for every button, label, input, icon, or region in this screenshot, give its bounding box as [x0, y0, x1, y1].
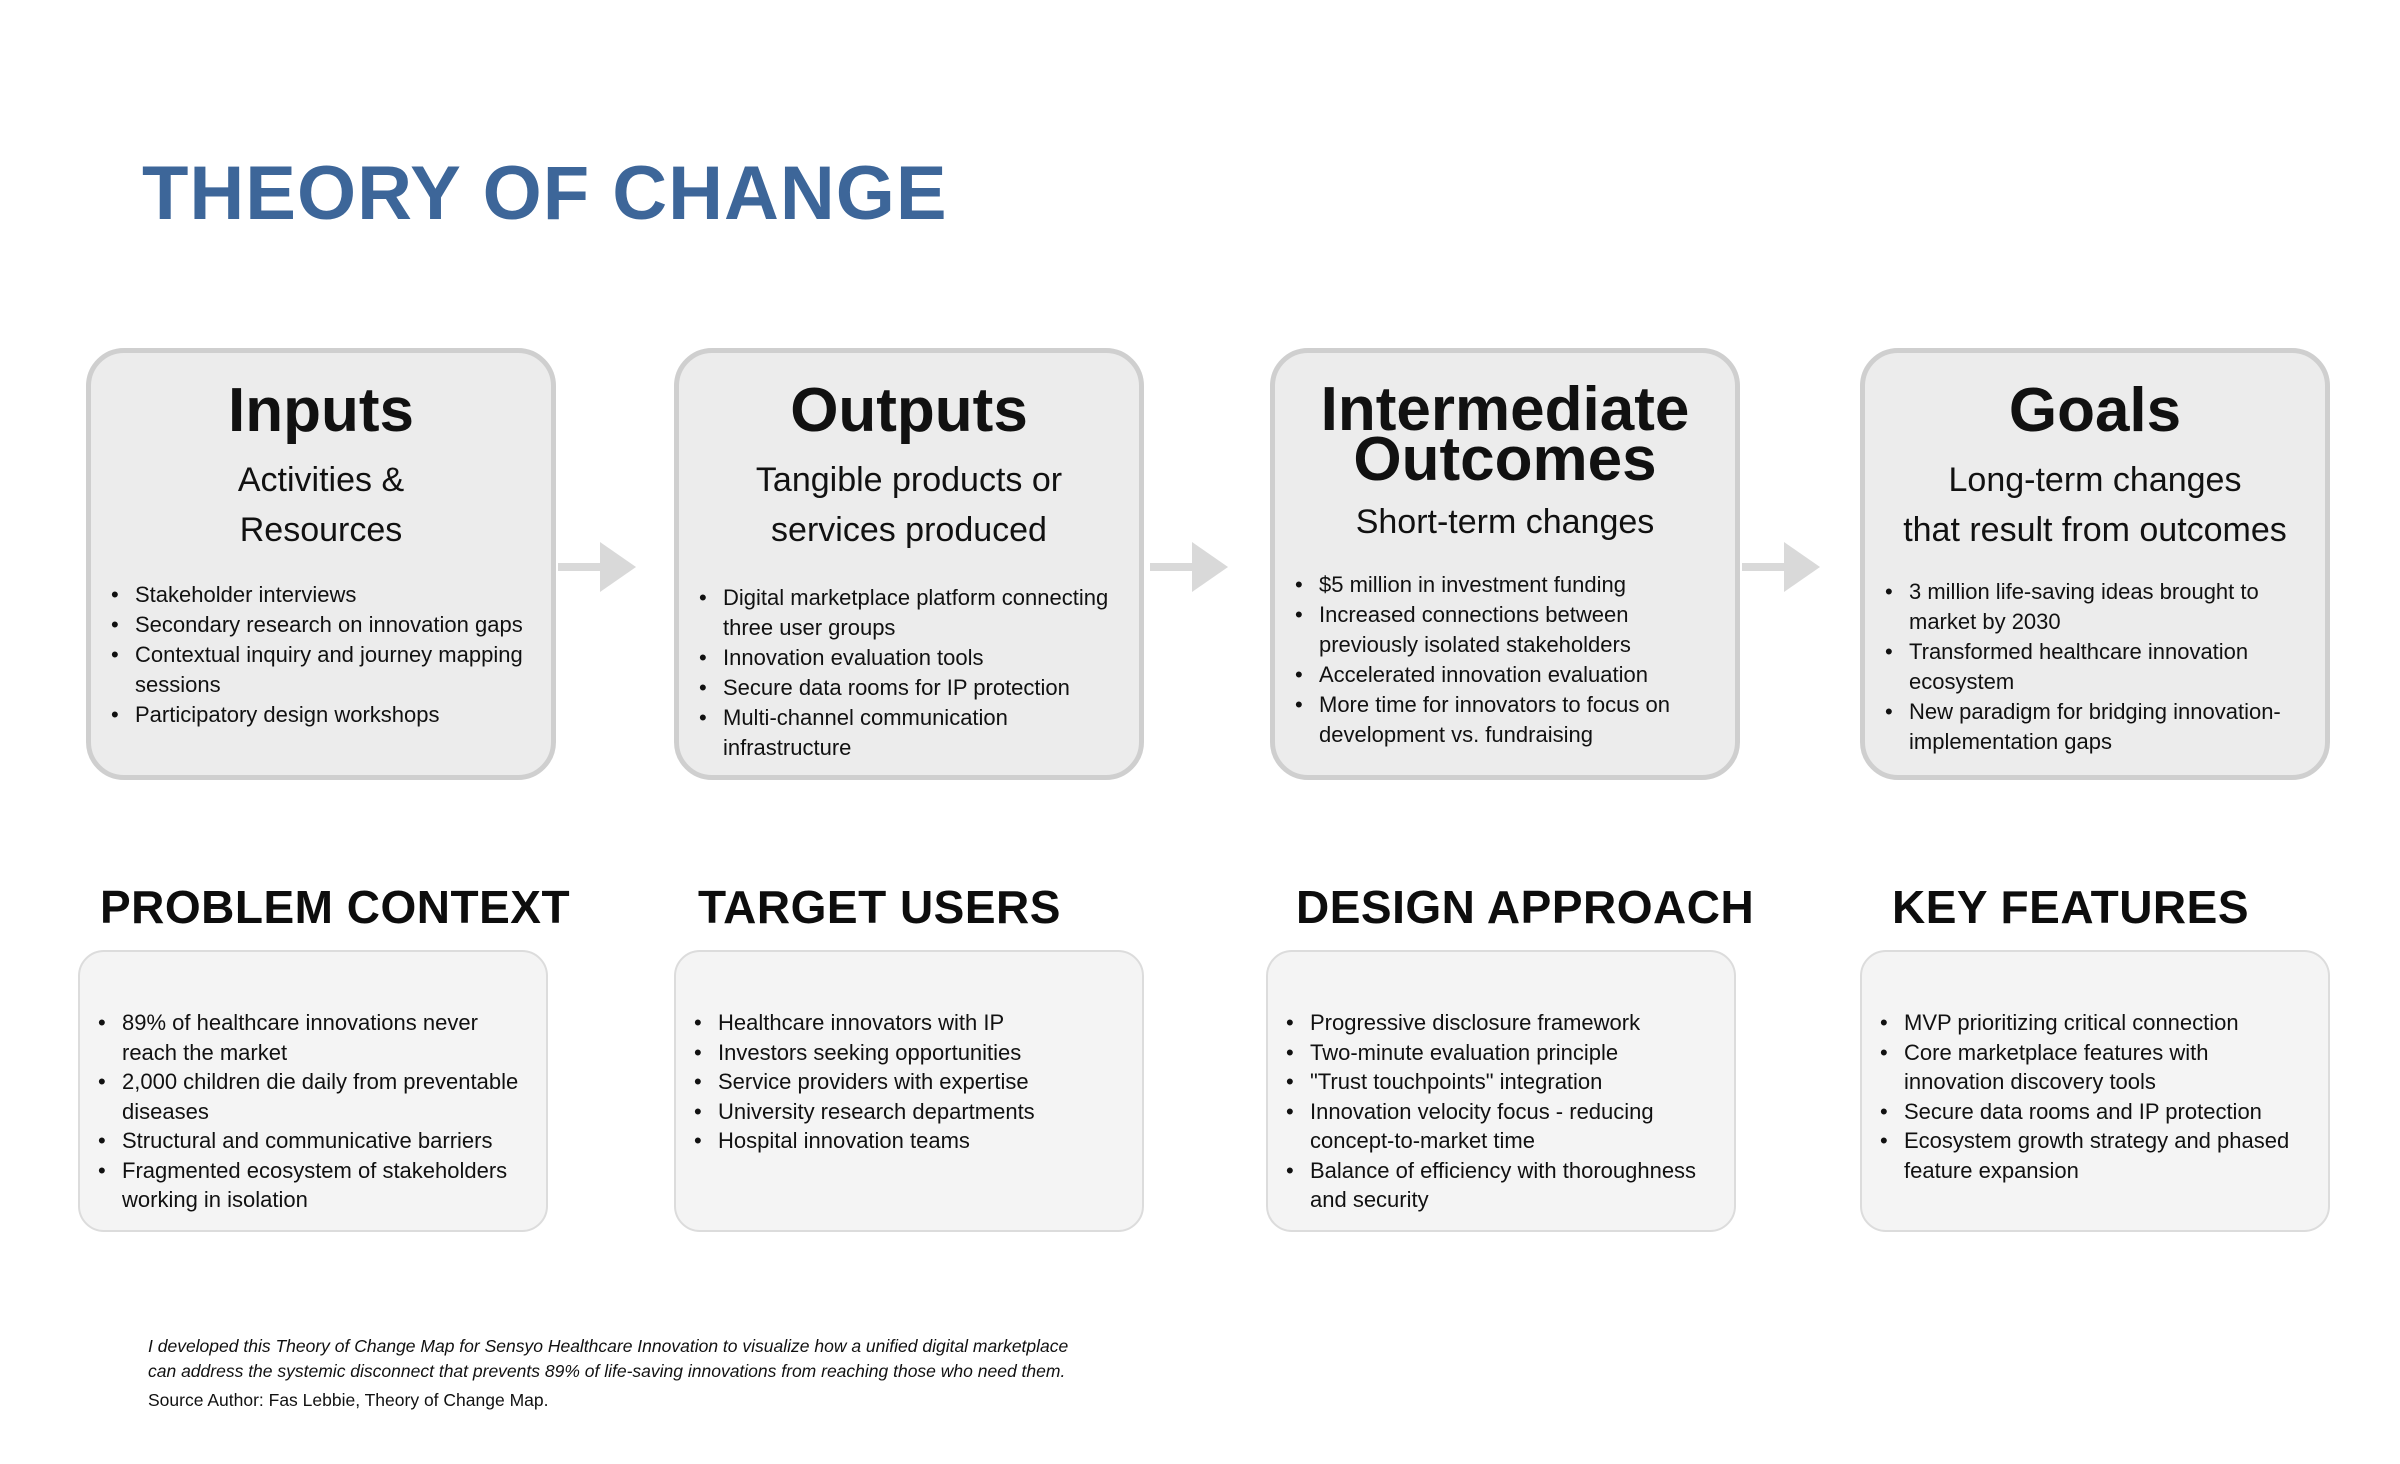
section-heading-target-users: TARGET USERS — [698, 881, 1061, 933]
stage-list — [699, 583, 1125, 763]
card-list — [1286, 1008, 1720, 1215]
stage-title — [91, 376, 551, 445]
list-item: • Innovation velocity focus - reducing concept-to-market time — [1286, 1097, 1720, 1156]
arrow-right-icon — [1150, 542, 1230, 592]
stage-subtitle-line: Short-term changes — [1355, 503, 1655, 541]
stage-title-line: Inputs — [228, 376, 414, 445]
stage-list — [1885, 577, 2311, 757]
list-item: • 2,000 children die daily from preventable diseases — [98, 1067, 532, 1126]
section-heading-design-approach: DESIGN APPROACH — [1296, 881, 1755, 933]
list-item: • Healthcare innovators with IP — [694, 1008, 1128, 1038]
arrow-right-icon — [558, 542, 638, 592]
stage-title — [1865, 376, 2325, 445]
list-item: • Ecosystem growth strategy and phased feature expansion — [1880, 1126, 2314, 1185]
stage-outputs — [674, 348, 1144, 780]
stage-goals — [1860, 348, 2330, 780]
stage-subtitle — [91, 455, 551, 555]
footer-description — [148, 1334, 1248, 1384]
list-item: • Contextual inquiry and journey mapping sessions — [111, 640, 537, 700]
list-item: • Core marketplace features with innovation discovery tools — [1880, 1038, 2314, 1097]
list-item: • Service providers with expertise — [694, 1067, 1128, 1097]
footer-description-line: can address the systemic disconnect that prevents 89% of life-saving innovations from reaching those who need them. — [148, 1361, 1066, 1381]
list-item: • Fragmented ecosystem of stakeholders working in isolation — [98, 1156, 532, 1215]
stage-subtitle — [679, 455, 1139, 555]
stage-inputs — [86, 348, 556, 780]
list-item: • Multi-channel communication infrastructure — [699, 703, 1125, 763]
list-item: • Innovation evaluation tools — [699, 643, 1125, 673]
stage-list — [111, 580, 537, 730]
list-item: • "Trust touchpoints" integration — [1286, 1067, 1720, 1097]
section-heading-problem-context: PROBLEM CONTEXT — [100, 881, 571, 933]
list-item: • Increased connections between previously isolated stakeholders — [1295, 600, 1721, 660]
stage-title — [679, 376, 1139, 445]
list-item: • Progressive disclosure framework — [1286, 1008, 1720, 1038]
list-item: • Transformed healthcare innovation ecosystem — [1885, 637, 2311, 697]
list-item: • Accelerated innovation evaluation — [1295, 660, 1721, 690]
card-problem-context — [78, 950, 548, 1232]
stage-title-line: Intermediate — [1320, 375, 1690, 444]
list-item: • $5 million in investment funding — [1295, 570, 1721, 600]
stage-title — [1275, 375, 1735, 494]
stage-subtitle-line: that result from outcomes — [1903, 511, 2287, 549]
list-item: • More time for innovators to focus on development vs. fundraising — [1295, 690, 1721, 750]
stage-subtitle-line: Resources — [239, 511, 403, 549]
footer — [148, 1334, 1248, 1412]
stage-list — [1295, 570, 1721, 750]
list-item: • Two-minute evaluation principle — [1286, 1038, 1720, 1068]
list-item: • Hospital innovation teams — [694, 1126, 1128, 1156]
list-item: • Structural and communicative barriers — [98, 1126, 532, 1156]
list-item: • Secure data rooms and IP protection — [1880, 1097, 2314, 1127]
card-target-users — [674, 950, 1144, 1232]
section-heading-key-features: KEY FEATURES — [1892, 881, 2250, 933]
card-list — [694, 1008, 1128, 1156]
stage-title-line: Outputs — [790, 376, 1028, 445]
stage-subtitle — [1275, 497, 1735, 547]
arrow-right-icon — [1742, 542, 1822, 592]
list-item: • University research departments — [694, 1097, 1128, 1127]
list-item: • 3 million life-saving ideas brought to market by 2030 — [1885, 577, 2311, 637]
page-title: THEORY OF CHANGE — [142, 151, 948, 236]
list-item: • Participatory design workshops — [111, 700, 537, 730]
footer-source: Source Author: Fas Lebbie, Theory of Change Map. — [148, 1390, 549, 1410]
stage-title-line: Goals — [2008, 376, 2182, 445]
stage-subtitle-line: services produced — [771, 511, 1047, 549]
list-item: • 89% of healthcare innovations never reach the market — [98, 1008, 532, 1067]
card-key-features — [1860, 950, 2330, 1232]
footer-description-line: I developed this Theory of Change Map for Sensyo Healthcare Innovation to visualize how a unified digital marketplace — [148, 1336, 1069, 1356]
stage-intermediate-outcomes — [1270, 348, 1740, 780]
card-list — [98, 1008, 532, 1215]
list-item: • Digital marketplace platform connecting three user groups — [699, 583, 1125, 643]
list-item: • MVP prioritizing critical connection — [1880, 1008, 2314, 1038]
list-item: • Secure data rooms for IP protection — [699, 673, 1125, 703]
stage-subtitle-line: Long-term changes — [1948, 461, 2242, 499]
list-item: • Balance of efficiency with thoroughness and security — [1286, 1156, 1720, 1215]
list-item: • Investors seeking opportunities — [694, 1038, 1128, 1068]
card-design-approach — [1266, 950, 1736, 1232]
list-item: • Stakeholder interviews — [111, 580, 537, 610]
stage-subtitle — [1865, 455, 2325, 555]
card-list — [1880, 1008, 2314, 1185]
list-item: • New paradigm for bridging innovation-implementation gaps — [1885, 697, 2311, 757]
stage-subtitle-line: Tangible products or — [755, 461, 1063, 499]
stage-title-line: Outcomes — [1353, 425, 1657, 494]
stage-subtitle-line: Activities & — [237, 461, 405, 499]
list-item: • Secondary research on innovation gaps — [111, 610, 537, 640]
